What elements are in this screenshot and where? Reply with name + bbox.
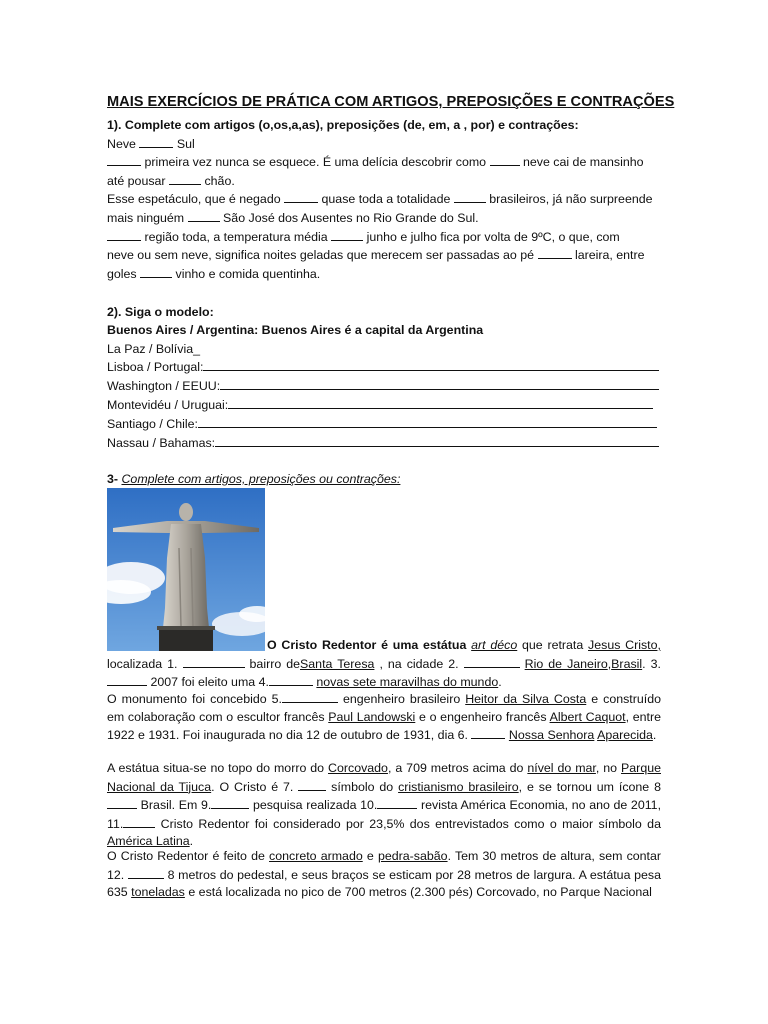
blank xyxy=(269,673,313,686)
text: , na cidade 2. xyxy=(379,656,459,671)
exercise-1-line xyxy=(107,265,320,283)
text: 3- xyxy=(107,472,119,486)
link-nossa-senhora[interactable]: Nossa Senhora xyxy=(508,728,595,743)
blank xyxy=(107,153,141,166)
text: revista América Economia, no xyxy=(421,798,586,813)
text: 3. xyxy=(650,656,661,671)
blank xyxy=(211,796,249,809)
link-heitor-da-silva-costa[interactable]: Heitor da Silva Costa xyxy=(465,692,587,706)
text: e está localizada no pico de 700 metros (2.300 pés) Corcovado, no Parque Nacional xyxy=(188,885,652,900)
exercise-1-line xyxy=(107,153,644,171)
blank xyxy=(198,415,657,428)
exercise-1-line xyxy=(107,209,479,227)
exercise-1-line xyxy=(107,228,620,246)
blank xyxy=(139,135,173,148)
link-parque-nacional-da-tijuca[interactable]: Parque Nacional da Tijuca xyxy=(107,761,661,794)
text: primeira vez nunca se esquece. É uma delícia descobrir como xyxy=(144,155,487,169)
text: lareira, entre xyxy=(574,248,645,262)
text: . xyxy=(642,656,646,671)
blank xyxy=(220,377,659,390)
link-aparecida[interactable]: Aparecida xyxy=(597,728,653,743)
text: goles xyxy=(107,267,137,281)
text: ano de 2011, 11. xyxy=(107,798,662,831)
text: mais ninguém xyxy=(107,211,185,225)
text: que retrata xyxy=(522,638,584,652)
text: Nassau / Bahamas: xyxy=(107,436,216,450)
link-sete-maravilhas[interactable]: novas sete maravilhas do mundo xyxy=(316,675,499,690)
exercise-1-line xyxy=(107,135,195,153)
blank xyxy=(538,246,572,259)
text: Washington / EEUU: xyxy=(107,379,221,393)
text: neve cai de mansinho xyxy=(522,155,644,169)
text: 12. xyxy=(107,867,125,882)
text: 635 xyxy=(107,885,128,900)
text: no xyxy=(603,761,618,775)
text: O Cristo Redentor é uma estátua xyxy=(267,638,467,652)
text: . O Cristo é 7. xyxy=(211,779,294,794)
text: 8 metros do pedestal, e seus braços se esticam por 28 metros de largura. A estátua pesa xyxy=(167,867,662,882)
exercise-3-paragraph xyxy=(107,637,661,692)
link-cristianismo-brasileiro[interactable]: cristianismo brasileiro xyxy=(398,779,519,794)
text: Brasil. Em 9. xyxy=(140,798,212,813)
link-corcovado[interactable]: Corcovado xyxy=(328,761,388,775)
text: A estátua situa-se no topo do morro do xyxy=(107,761,325,775)
text: . xyxy=(189,834,194,849)
blank xyxy=(107,673,147,686)
link-jesus-cristo[interactable]: Jesus Cristo, xyxy=(588,638,661,652)
text: Santiago / Chile: xyxy=(107,417,198,431)
text: . Tem 30 metros de altura, sem contar xyxy=(447,849,662,863)
exercise-1-heading: 1). Complete com artigos (o,os,a,as), preposições (de, em, a , por) e contrações: xyxy=(107,118,579,132)
blank xyxy=(123,815,155,828)
link-brasil[interactable]: Brasil xyxy=(611,656,643,671)
text: neve ou sem neve, significa noites geladas que merecem ser passadas ao pé xyxy=(107,248,535,262)
text: até pousar xyxy=(107,174,166,188)
blank xyxy=(203,358,659,371)
blank xyxy=(377,796,417,809)
exercise-2-item xyxy=(107,396,653,414)
blank xyxy=(228,396,653,409)
text: símbolo da xyxy=(598,816,661,831)
link-concreto-armado[interactable]: concreto armado xyxy=(269,849,363,863)
text: . xyxy=(498,675,502,690)
exercise-2-heading: 2). Siga o modelo: xyxy=(107,305,214,319)
blank xyxy=(107,228,141,241)
text: quase toda a totalidade xyxy=(321,192,451,206)
link-santa-teresa[interactable]: Santa Teresa xyxy=(300,656,375,671)
blank xyxy=(298,778,326,791)
text: Lisboa / Portugal: xyxy=(107,360,204,374)
blank xyxy=(464,655,520,668)
text: vinho e comida quentinha. xyxy=(175,267,321,281)
blank xyxy=(183,655,245,668)
text: , xyxy=(595,761,600,775)
blank xyxy=(471,726,505,739)
exercise-3-paragraph xyxy=(107,848,661,902)
text: Complete com artigos, preposições ou contrações: xyxy=(121,472,401,486)
text: engenheiro brasileiro xyxy=(342,692,461,706)
text: região toda, a temperatura média xyxy=(144,230,328,244)
blank xyxy=(331,228,363,241)
blank xyxy=(169,172,201,185)
exercise-3-heading xyxy=(107,472,400,486)
blank xyxy=(107,796,137,809)
text: e xyxy=(366,849,374,863)
text: , a 709 metros acima do xyxy=(387,761,524,775)
text: entre 1922 e 1931. Foi inaugurada no dia 12 de outubro de 1931, dia 6. xyxy=(107,709,661,743)
text: junho e julho fica por volta de 9ºC, o que, com xyxy=(366,230,620,244)
text: Montevidéu / Uruguai: xyxy=(107,398,229,412)
text: São José dos Ausentes no Rio Grande do Sul. xyxy=(223,211,479,225)
text: O monumento foi concebido 5. xyxy=(107,692,282,706)
blank xyxy=(284,190,318,203)
blank xyxy=(140,265,172,278)
link-paul-landowski[interactable]: Paul Landowski xyxy=(328,709,416,724)
blank xyxy=(490,153,520,166)
exercise-2-item xyxy=(107,415,657,433)
christ-redeemer-photo xyxy=(107,488,265,651)
text: bairro de xyxy=(249,656,301,671)
link-art-deco[interactable]: art déco xyxy=(471,638,518,652)
blank xyxy=(454,190,486,203)
blank xyxy=(128,866,164,879)
page-title: MAIS EXERCÍCIOS DE PRÁTICA COM ARTIGOS, PREPOSIÇÕES E CONTRAÇÕES xyxy=(107,94,675,110)
text: O Cristo Redentor é feito de xyxy=(107,849,265,863)
text: , xyxy=(607,656,612,671)
exercise-1-line xyxy=(107,172,235,190)
text: Sul xyxy=(176,137,195,151)
text: , e se tornou um xyxy=(518,779,614,794)
text: 2007 foi eleito uma 4. xyxy=(150,675,269,690)
text: brasileiros, já não surpreende xyxy=(489,192,653,206)
text: ícone 8 xyxy=(618,779,661,794)
link-america-latina[interactable]: América Latina xyxy=(107,834,190,849)
text: e construído xyxy=(591,692,661,706)
text: Cristo Redentor foi considerado por 23,5% dos entrevistados como o maior xyxy=(160,816,594,831)
text: . xyxy=(652,728,657,743)
text: Esse espetáculo, que é negado xyxy=(107,192,281,206)
text: e o engenheiro francês xyxy=(419,709,547,724)
exercise-1-line xyxy=(107,190,653,208)
text: em colaboração com o escultor francês xyxy=(107,709,325,724)
link-pedra-sabao[interactable]: pedra-sabão xyxy=(377,849,448,863)
exercise-2-item xyxy=(107,377,659,395)
text: Neve xyxy=(107,137,136,151)
exercise-3-paragraph xyxy=(107,690,661,745)
link-rio-de-janeiro[interactable]: Rio de Janeiro xyxy=(524,656,608,671)
text: , xyxy=(625,709,630,724)
blank xyxy=(188,209,220,222)
exercise-2-item xyxy=(107,358,659,376)
text: localizada 1. xyxy=(107,656,178,671)
christ-redeemer-image xyxy=(107,488,265,651)
exercise-2-model: Buenos Aires / Argentina: Buenos Aires é a capital da Argentina xyxy=(107,323,484,337)
link-nivel-do-mar[interactable]: nível do mar xyxy=(527,761,596,775)
blank xyxy=(282,690,338,703)
link-toneladas[interactable]: toneladas xyxy=(131,885,185,900)
text: chão. xyxy=(204,174,235,188)
text: símbolo do xyxy=(331,779,394,794)
exercise-2-item: La Paz / Bolívia_ xyxy=(107,342,200,356)
link-albert-caquot[interactable]: Albert Caquot xyxy=(549,709,626,724)
blank xyxy=(215,434,659,447)
exercise-1-line xyxy=(107,246,645,264)
text: pesquisa realizada 10. xyxy=(252,798,378,813)
exercise-3-paragraph xyxy=(107,760,661,851)
exercise-2-item xyxy=(107,434,659,452)
